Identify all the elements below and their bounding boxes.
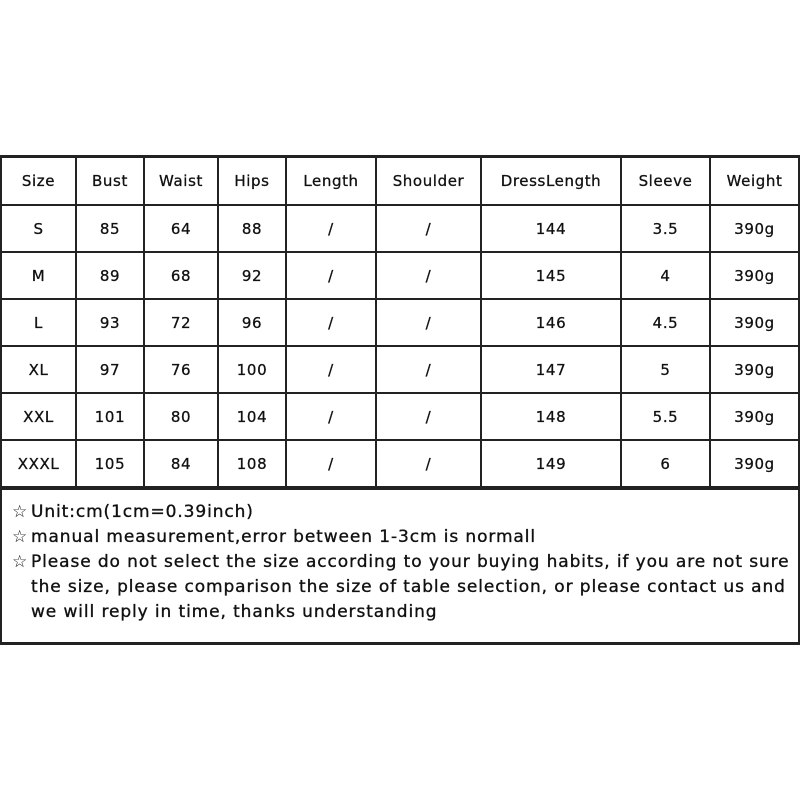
cell-weight: 390g bbox=[710, 252, 798, 299]
cell-weight: 390g bbox=[710, 440, 798, 487]
header-waist: Waist bbox=[144, 158, 218, 205]
cell-waist: 64 bbox=[144, 205, 218, 252]
cell-sleeve: 4.5 bbox=[621, 299, 710, 346]
cell-dress-length: 146 bbox=[481, 299, 621, 346]
note-measurement bbox=[12, 525, 790, 550]
cell-dress-length: 147 bbox=[481, 346, 621, 393]
cell-length: / bbox=[286, 346, 376, 393]
size-table bbox=[2, 158, 798, 488]
cell-weight: 390g bbox=[710, 346, 798, 393]
star-icon: ☆ bbox=[12, 527, 29, 547]
cell-waist: 84 bbox=[144, 440, 218, 487]
cell-shoulder: / bbox=[376, 299, 481, 346]
notes-section bbox=[2, 488, 798, 625]
note-text: Please do not select the size according to your buying habits, if you are not sure the size, please comparison the size of table selection, or please contact us and we will reply in time, thanks understanding bbox=[31, 552, 790, 622]
cell-size: XL bbox=[2, 346, 76, 393]
cell-shoulder: / bbox=[376, 393, 481, 440]
cell-hips: 104 bbox=[218, 393, 286, 440]
cell-hips: 108 bbox=[218, 440, 286, 487]
cell-size: XXXL bbox=[2, 440, 76, 487]
cell-dress-length: 144 bbox=[481, 205, 621, 252]
cell-sleeve: 5 bbox=[621, 346, 710, 393]
cell-length: / bbox=[286, 299, 376, 346]
cell-length: / bbox=[286, 393, 376, 440]
cell-length: / bbox=[286, 252, 376, 299]
header-size: Size bbox=[2, 158, 76, 205]
cell-bust: 85 bbox=[76, 205, 144, 252]
cell-shoulder: / bbox=[376, 346, 481, 393]
table-row bbox=[2, 205, 798, 252]
cell-sleeve: 4 bbox=[621, 252, 710, 299]
size-chart bbox=[0, 155, 800, 645]
cell-bust: 97 bbox=[76, 346, 144, 393]
table-row bbox=[2, 252, 798, 299]
note-text: Unit:cm(1cm=0.39inch) bbox=[31, 502, 254, 522]
cell-sleeve: 5.5 bbox=[621, 393, 710, 440]
cell-weight: 390g bbox=[710, 299, 798, 346]
header-dress-length: DressLength bbox=[481, 158, 621, 205]
cell-size: XXL bbox=[2, 393, 76, 440]
cell-shoulder: / bbox=[376, 205, 481, 252]
cell-sleeve: 6 bbox=[621, 440, 710, 487]
star-icon: ☆ bbox=[12, 502, 29, 522]
table-row bbox=[2, 393, 798, 440]
table-row bbox=[2, 299, 798, 346]
cell-length: / bbox=[286, 205, 376, 252]
cell-size: L bbox=[2, 299, 76, 346]
cell-weight: 390g bbox=[710, 393, 798, 440]
cell-waist: 76 bbox=[144, 346, 218, 393]
cell-hips: 96 bbox=[218, 299, 286, 346]
cell-size: S bbox=[2, 205, 76, 252]
note-text: manual measurement,error between 1-3cm is normall bbox=[31, 527, 537, 547]
cell-bust: 105 bbox=[76, 440, 144, 487]
cell-size: M bbox=[2, 252, 76, 299]
cell-shoulder: / bbox=[376, 440, 481, 487]
header-shoulder: Shoulder bbox=[376, 158, 481, 205]
cell-length: / bbox=[286, 440, 376, 487]
cell-waist: 80 bbox=[144, 393, 218, 440]
cell-weight: 390g bbox=[710, 205, 798, 252]
cell-hips: 92 bbox=[218, 252, 286, 299]
header-length: Length bbox=[286, 158, 376, 205]
note-unit bbox=[12, 500, 790, 525]
header-weight: Weight bbox=[710, 158, 798, 205]
header-hips: Hips bbox=[218, 158, 286, 205]
cell-dress-length: 149 bbox=[481, 440, 621, 487]
cell-bust: 89 bbox=[76, 252, 144, 299]
header-bust: Bust bbox=[76, 158, 144, 205]
cell-hips: 88 bbox=[218, 205, 286, 252]
header-sleeve: Sleeve bbox=[621, 158, 710, 205]
cell-bust: 101 bbox=[76, 393, 144, 440]
star-icon: ☆ bbox=[12, 552, 29, 572]
cell-waist: 68 bbox=[144, 252, 218, 299]
note-size-advice bbox=[12, 550, 790, 625]
table-header-row bbox=[2, 158, 798, 205]
table-row bbox=[2, 346, 798, 393]
cell-waist: 72 bbox=[144, 299, 218, 346]
table-row bbox=[2, 440, 798, 487]
cell-bust: 93 bbox=[76, 299, 144, 346]
cell-dress-length: 145 bbox=[481, 252, 621, 299]
cell-hips: 100 bbox=[218, 346, 286, 393]
cell-shoulder: / bbox=[376, 252, 481, 299]
cell-sleeve: 3.5 bbox=[621, 205, 710, 252]
cell-dress-length: 148 bbox=[481, 393, 621, 440]
